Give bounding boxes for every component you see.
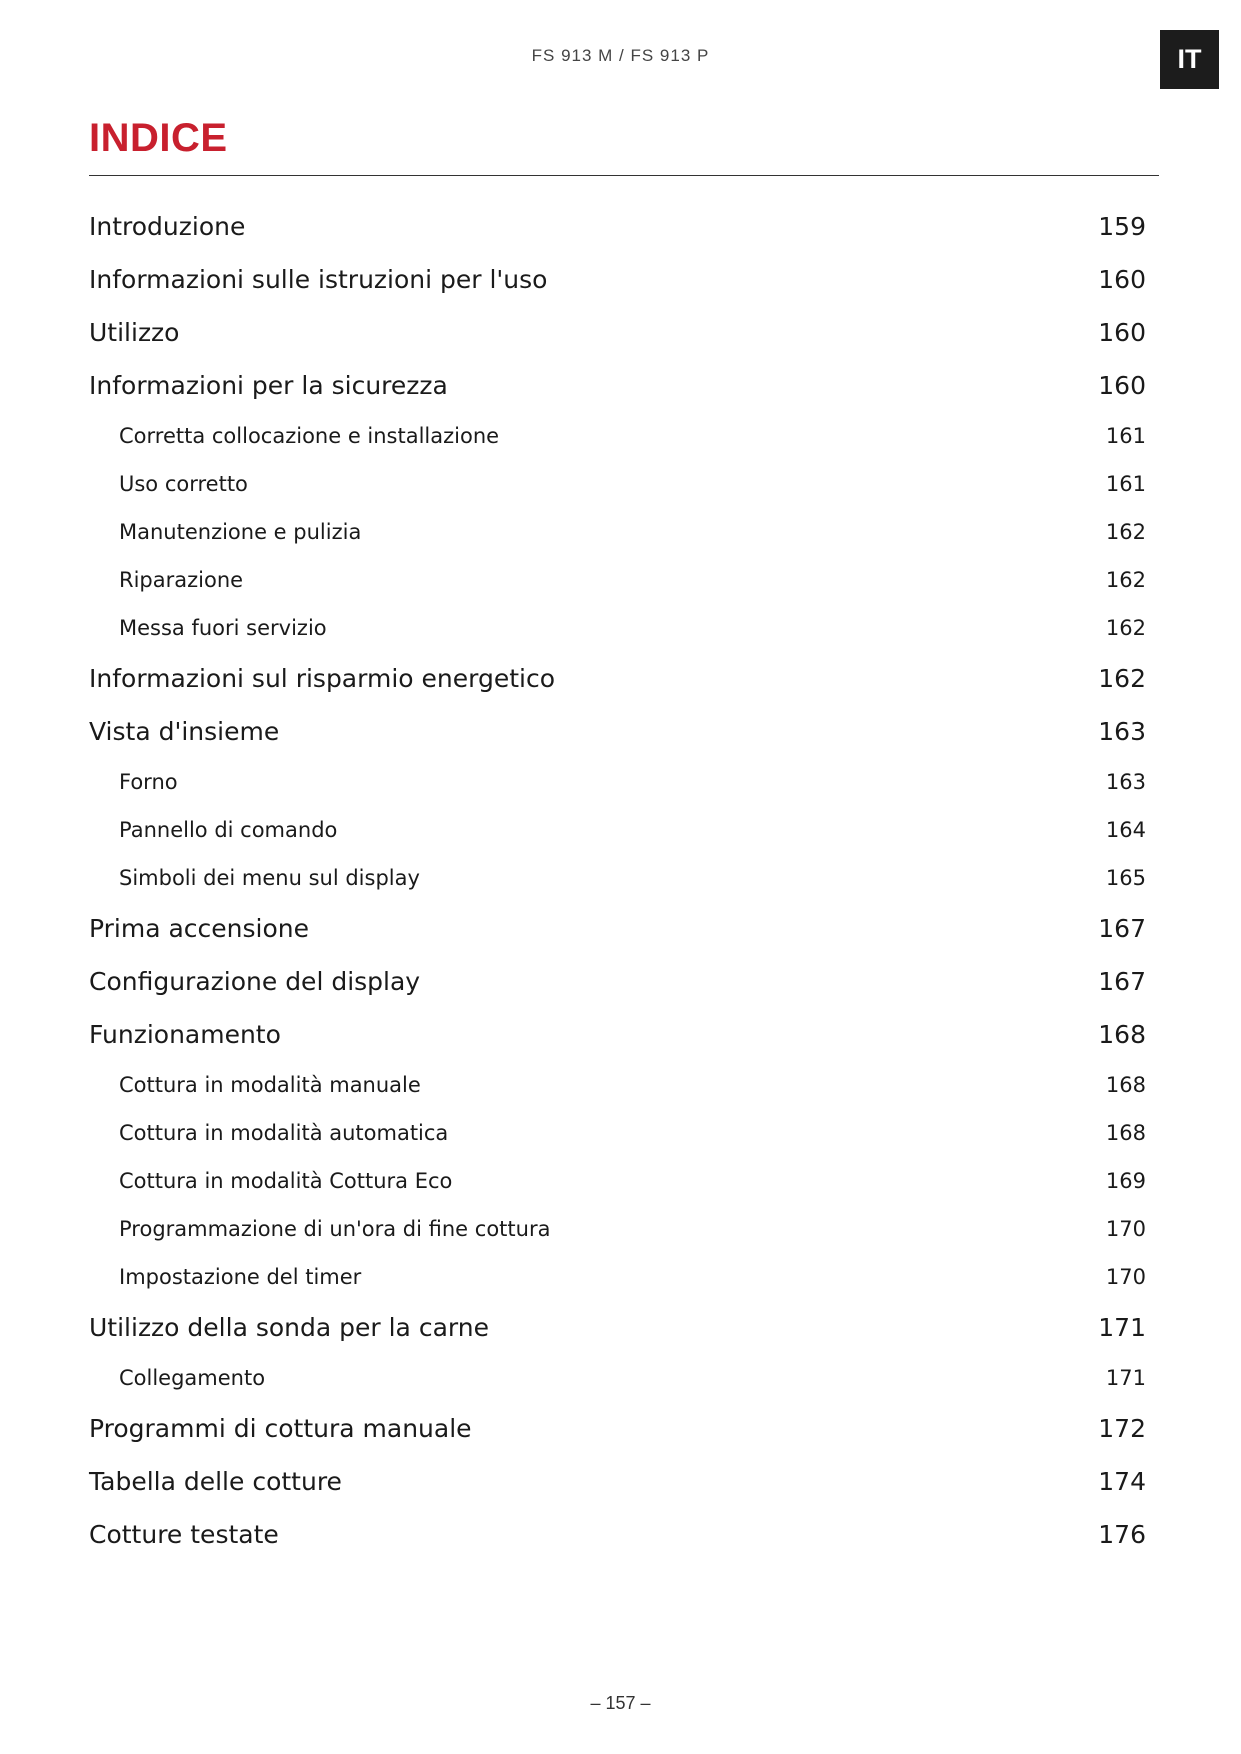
toc-entry-page: 174 <box>1098 1467 1146 1496</box>
toc-subentry[interactable] <box>89 1109 1146 1157</box>
toc-subentry[interactable] <box>89 604 1146 652</box>
model-header: FS 913 M / FS 913 P <box>531 46 710 65</box>
toc-entry-label: Informazioni sul risparmio energetico <box>89 664 555 693</box>
toc-entry-page: 162 <box>1105 616 1146 640</box>
toc-entry-page: 169 <box>1105 1169 1146 1193</box>
toc-entry-page: 164 <box>1105 818 1146 842</box>
toc-entry-label: Utilizzo della sonda per la carne <box>89 1313 489 1342</box>
toc-subentry[interactable] <box>89 1253 1146 1301</box>
toc-entry-label: Cottura in modalità manuale <box>119 1073 421 1097</box>
toc-entry-label: Cottura in modalità Cottura Eco <box>119 1169 453 1193</box>
toc-entry-page: 161 <box>1105 424 1146 448</box>
toc-subentry[interactable] <box>89 556 1146 604</box>
toc-entry-page: 162 <box>1105 568 1146 592</box>
toc-entry[interactable] <box>89 200 1146 253</box>
toc-entry-label: Manutenzione e pulizia <box>119 520 362 544</box>
toc-entry[interactable] <box>89 652 1146 705</box>
toc-entry-label: Pannello di comando <box>119 818 338 842</box>
toc-entry-page: 171 <box>1105 1366 1146 1390</box>
toc-entry-label: Tabella delle cotture <box>89 1467 342 1496</box>
toc-entry[interactable] <box>89 1301 1146 1354</box>
toc-entry-label: Utilizzo <box>89 318 180 347</box>
toc-entry-label: Forno <box>119 770 178 794</box>
toc-entry-page: 165 <box>1105 866 1146 890</box>
toc-entry-label: Cottura in modalità automatica <box>119 1121 449 1145</box>
page-number: – 157 – <box>590 1693 651 1713</box>
toc-subentry[interactable] <box>89 854 1146 902</box>
toc-entry[interactable] <box>89 1508 1146 1561</box>
toc-entry-page: 159 <box>1098 212 1146 241</box>
toc-entry-page: 170 <box>1105 1265 1146 1289</box>
toc-subentry[interactable] <box>89 1061 1146 1109</box>
title-divider <box>89 175 1159 176</box>
toc-entry[interactable] <box>89 1402 1146 1455</box>
toc-entry-page: 163 <box>1098 717 1146 746</box>
toc-entry-label: Uso corretto <box>119 472 248 496</box>
toc-entry-label: Programmazione di un'ora di fine cottura <box>119 1217 551 1241</box>
toc-entry-page: 163 <box>1105 770 1146 794</box>
toc-subentry[interactable] <box>89 460 1146 508</box>
toc-subentry[interactable] <box>89 412 1146 460</box>
toc-subentry[interactable] <box>89 1157 1146 1205</box>
toc-entry[interactable] <box>89 1455 1146 1508</box>
toc-entry-label: Messa fuori servizio <box>119 616 327 640</box>
toc-entry-label: Simboli dei menu sul display <box>119 866 420 890</box>
toc-entry-page: 167 <box>1098 967 1146 996</box>
toc-subentry[interactable] <box>89 1205 1146 1253</box>
toc-entry-label: Funzionamento <box>89 1020 281 1049</box>
toc-entry-page: 160 <box>1098 371 1146 400</box>
toc-entry-page: 160 <box>1098 265 1146 294</box>
toc-entry-page: 160 <box>1098 318 1146 347</box>
toc-entry-label: Vista d'insieme <box>89 717 280 746</box>
toc-entry[interactable] <box>89 359 1146 412</box>
toc-entry[interactable] <box>89 306 1146 359</box>
toc-subentry[interactable] <box>89 758 1146 806</box>
toc-subentry[interactable] <box>89 508 1146 556</box>
toc-entry-label: Introduzione <box>89 212 246 241</box>
toc-subentry[interactable] <box>89 806 1146 854</box>
toc-entry-label: Corretta collocazione e installazione <box>119 424 500 448</box>
language-badge: IT <box>1160 30 1219 89</box>
toc-entry-page: 172 <box>1098 1414 1146 1443</box>
toc-entry-page: 168 <box>1105 1121 1146 1145</box>
toc-entry-page: 168 <box>1105 1073 1146 1097</box>
toc-entry-label: Programmi di cottura manuale <box>89 1414 472 1443</box>
toc-entry-label: Informazioni per la sicurezza <box>89 371 448 400</box>
toc-entry-page: 162 <box>1098 664 1146 693</box>
toc-entry-page: 170 <box>1105 1217 1146 1241</box>
toc-entry-label: Prima accensione <box>89 914 310 943</box>
table-of-contents <box>89 200 1146 1561</box>
toc-entry-label: Collegamento <box>119 1366 266 1390</box>
toc-subentry[interactable] <box>89 1354 1146 1402</box>
toc-entry[interactable] <box>89 1008 1146 1061</box>
toc-entry[interactable] <box>89 253 1146 306</box>
toc-entry-label: Riparazione <box>119 568 244 592</box>
toc-entry-page: 168 <box>1098 1020 1146 1049</box>
toc-entry-label: Configurazione del display <box>89 967 421 996</box>
toc-entry-label: Informazioni sulle istruzioni per l'uso <box>89 265 548 294</box>
toc-entry-page: 176 <box>1098 1520 1146 1549</box>
toc-entry-page: 161 <box>1105 472 1146 496</box>
toc-entry-label: Cotture testate <box>89 1520 279 1549</box>
toc-entry-page: 171 <box>1098 1313 1146 1342</box>
toc-entry[interactable] <box>89 955 1146 1008</box>
toc-entry[interactable] <box>89 705 1146 758</box>
toc-entry-page: 162 <box>1105 520 1146 544</box>
toc-entry[interactable] <box>89 902 1146 955</box>
toc-entry-page: 167 <box>1098 914 1146 943</box>
page-title: INDICE <box>89 116 228 160</box>
toc-entry-label: Impostazione del timer <box>119 1265 362 1289</box>
